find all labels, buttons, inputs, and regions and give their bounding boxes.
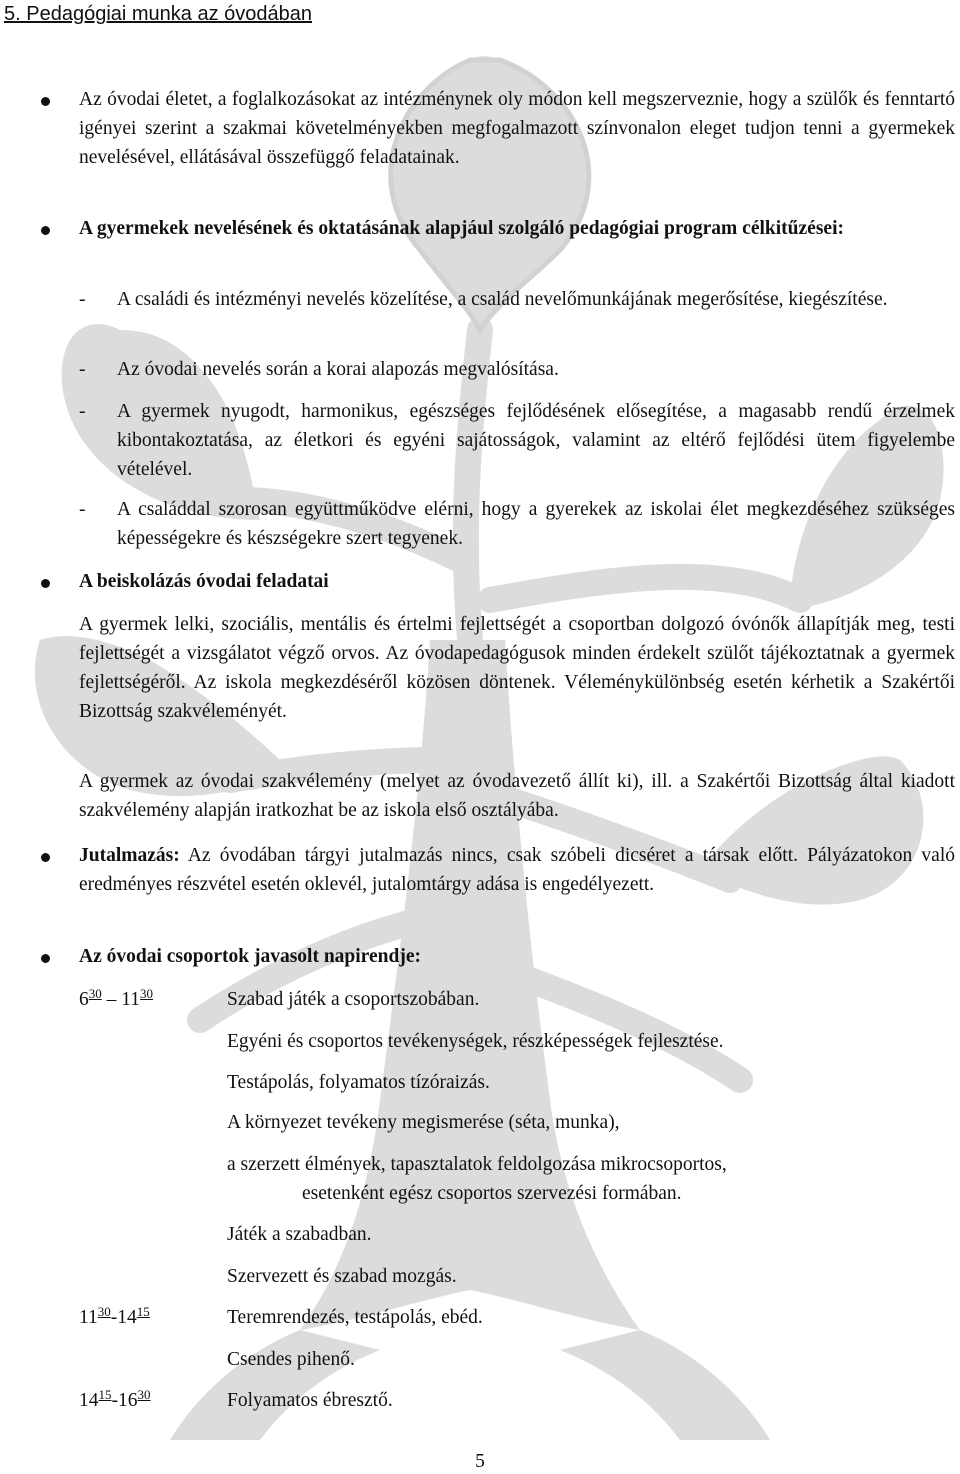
section-title: 5. Pedagógiai munka az óvodában: [4, 3, 313, 25]
dash-marker: -: [79, 289, 86, 310]
bullet-icon: [41, 226, 50, 235]
list-item-text: A családdal szorosan együttműködve elérni, hogy a gyerekek az iskolai élet megkezdéséhez szükséges képességekre és készségekre szert tegyenek.: [117, 499, 955, 549]
dash-marker: -: [79, 401, 86, 422]
list-item-text: A gyermek nyugodt, harmonikus, egészséges fejlődésének elősegítése, a magasabb rendű érzelmek kibontakoztatása, az életkori és egyéni sajátosságok, valamint az eltérő fejlődési ütem figyelembe vételével.: [117, 401, 955, 480]
schedule-time-3: $14^{15}-16^{30}$: [79, 1387, 151, 1411]
schedule-activity: Csendes pihenő.: [227, 1349, 355, 1370]
page-number: 5: [475, 1451, 485, 1472]
schedule-activity: Folyamatos ébresztő.: [227, 1390, 393, 1411]
bullet-icon: [41, 579, 50, 588]
school-title: A beiskolázás óvodai feladatai: [79, 571, 329, 592]
list-item-text: Az óvodai nevelés során a korai alapozás megvalósítása.: [117, 359, 559, 380]
schedule-activity: a szerzett élmények, tapasztalatok feldolgozása mikrocsoportos,: [227, 1154, 727, 1175]
reward-text: Az óvodában tárgyi jutalmazás nincs, csak szóbeli dicséret a társak előtt. Pályázatokon való eredményes részvétel esetén oklevél, jutalomtárgy adása is engedélyezett.: [79, 845, 955, 895]
reward-paragraph: [79, 841, 955, 899]
schedule-activity: Játék a szabadban.: [227, 1224, 372, 1245]
schedule-activity: Teremrendezés, testápolás, ebéd.: [227, 1307, 483, 1328]
schedule-activity: esetenként egész csoportos szervezési formában.: [302, 1183, 682, 1204]
schedule-title: Az óvodai csoportok javasolt napirendje:: [79, 946, 421, 967]
program-title: A gyermekek nevelésének és oktatásának alapjául szolgáló pedagógiai program célkitűzései:: [79, 218, 844, 239]
list-item: [79, 397, 955, 484]
school-paragraph-2: A gyermek az óvodai szakvélemény (melyet az óvodavezető állít ki), ill. a Szakértői Bizottság által kiadott szakvélemény alapján iratkozhat be az iskola első osztályába.: [79, 771, 955, 821]
dash-marker: -: [79, 359, 86, 380]
schedule-activity: Testápolás, folyamatos tízóraizás.: [227, 1072, 490, 1093]
schedule-time-1: $6^{30} - 11^{30}$: [79, 986, 154, 1010]
dash-marker: -: [79, 499, 86, 520]
bullet-icon: [41, 853, 50, 862]
schedule-time-2: $11^{30}-14^{15}$: [79, 1304, 150, 1328]
schedule-activity: Szabad játék a csoportszobában.: [227, 989, 480, 1010]
schedule-activity: Egyéni és csoportos tevékenységek, részképességek fejlesztése.: [227, 1031, 724, 1052]
list-item: [79, 285, 955, 314]
bullet-icon: [41, 97, 50, 106]
list-item: [79, 355, 955, 384]
schedule-activity: Szervezett és szabad mozgás.: [227, 1266, 457, 1287]
bullet-icon: [41, 954, 50, 963]
list-item-text: A családi és intézményi nevelés közelítése, a család nevelőmunkájának megerősítése, kiegészítése.: [117, 289, 888, 310]
school-paragraph-1: A gyermek lelki, szociális, mentális és értelmi fejlettségét a csoportban dolgozó óvónők állapítják meg, testi fejlettségét a vizsgálatot végző orvos. Az óvodapedagógusok minden érdekelt szülőt tájékoztatnak a gyermek fejlettségéről. Az iskola megkezdéséről közösen döntenek. Véleménykülönbség esetén kérhetik a Szakértői Bizottság szakvéleményét.: [79, 614, 955, 722]
reward-label: Jutalmazás:: [79, 845, 180, 866]
intro-paragraph: Az óvodai életet, a foglalkozásokat az intézménynek oly módon kell megszerveznie, hogy a szülők és fenntartó igényei szerint a szakmai követelményekben megfogalmazott színvonalon eleget tudjon tenni a gyermekek nevelésével, ellátásával összefüggő feladatainak.: [79, 89, 955, 168]
list-item: [79, 495, 955, 553]
schedule-activity: A környezet tevékeny megismerése (séta, munka),: [227, 1112, 620, 1133]
